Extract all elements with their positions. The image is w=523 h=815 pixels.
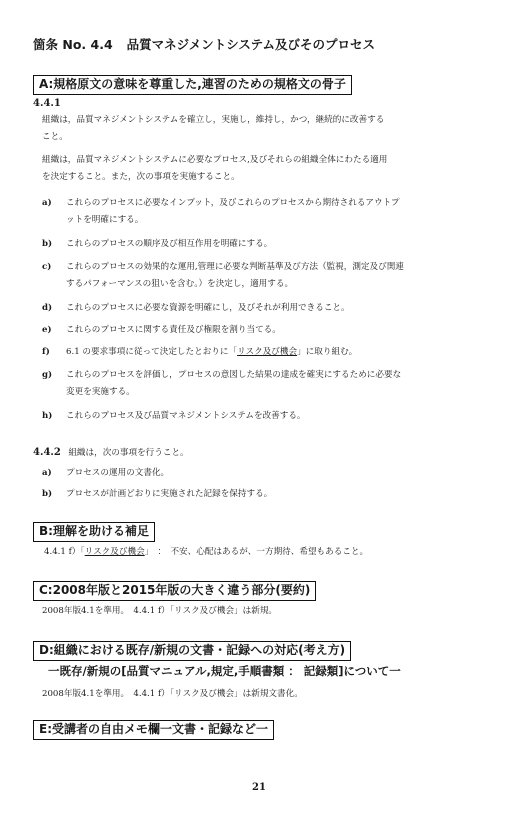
item-text: これらのプロセスに関する責任及び権限を割り当てる。 bbox=[66, 325, 281, 335]
item-label: d) bbox=[42, 303, 53, 313]
item-text-continued: ットを明確にする。 bbox=[66, 215, 144, 225]
item-text: プロセスの運用の文書化。 bbox=[66, 468, 170, 478]
paragraph-1-line-2: こと。 bbox=[42, 132, 68, 142]
section-a-heading: A:規格原文の意味を尊重した,連習のための規格文の骨子 bbox=[33, 75, 352, 95]
item-label: g) bbox=[42, 370, 53, 380]
risk-opportunity-term: リスク及び機会 bbox=[84, 547, 145, 557]
item-text-end: 」に取り組む。 bbox=[297, 347, 358, 357]
clause-4-4-2-text: 組織は，次の事項を行うこと。 bbox=[68, 448, 189, 458]
paragraph-2 bbox=[42, 152, 497, 186]
section-e-heading: E:受講者の自由メモ欄一文書・記録など一 bbox=[33, 720, 274, 740]
section-b-heading: B:理解を助ける補足 bbox=[33, 522, 155, 542]
item-label: h) bbox=[42, 411, 53, 421]
item-label: a) bbox=[42, 468, 52, 478]
item-label: b) bbox=[42, 239, 53, 249]
section-b-ref: 4.4.1 f）「 bbox=[44, 547, 85, 557]
item-text-continued: するパフォーマンスの狙いを含む。）を決定し，適用する。 bbox=[66, 279, 294, 289]
page-number: 21 bbox=[252, 782, 266, 793]
clause-number: 箇条 No. 4.4 bbox=[33, 37, 113, 52]
paragraph-2-line-1: 組織は，品質マネジメントシステムに必要なプロセス,及びそれらの組織全体にわたる適用 bbox=[42, 155, 388, 165]
item-text: プロセスが計画どおりに実施された記録を保持する。 bbox=[66, 489, 273, 499]
section-b-text bbox=[44, 545, 368, 557]
paragraph-1 bbox=[42, 112, 497, 146]
section-b-definition: 」 ： 不安、心配はあるが、一方期待、希望もあること。 bbox=[144, 547, 369, 557]
item-text: これらのプロセスの効果的な運用,管理に必要な判断基準及び方法（監視，測定及び関連 bbox=[66, 262, 404, 272]
item-text-continued: 変更を実施する。 bbox=[66, 387, 135, 397]
item-text: これらのプロセスに必要なインプット，及びこれらのプロセスから期待されるアウトプ bbox=[66, 198, 400, 208]
item-label: e) bbox=[42, 325, 52, 335]
risk-opportunity-term: リスク及び機会 bbox=[237, 347, 298, 357]
item-text: 6.1 の要求事項に従って決定したとおりに「 bbox=[66, 347, 238, 357]
item-text: これらのプロセス及び品質マネジメントシステムを改善する。 bbox=[66, 411, 306, 421]
section-d-subheading: 一既存/新規の[品質マニュアル,規定,手順書類 ： 記録類]について一 bbox=[48, 664, 401, 678]
clause-name: 品質マネジメントシステム及びそのプロセス bbox=[126, 37, 376, 52]
paragraph-2-line-2: を決定すること。また，次の事項を実施すること。 bbox=[42, 172, 240, 182]
clause-title bbox=[33, 35, 375, 53]
section-c-heading: C:2008年版と2015年版の大きく違う部分(要約) bbox=[33, 581, 316, 601]
item-label: b) bbox=[42, 489, 53, 499]
item-label: a) bbox=[42, 198, 52, 208]
section-d-heading: D:組織における既存/新規の文書・記録への対応(考え方) bbox=[33, 641, 351, 661]
clause-4-4-2-number: 4.4.2 bbox=[33, 447, 61, 458]
item-text: これらのプロセスに必要な資源を明確にし，及びそれが利用できること。 bbox=[66, 303, 350, 313]
clause-4-4-2 bbox=[33, 446, 189, 458]
paragraph-1-line-1: 組織は，品質マネジメントシステムを確立し，実施し，維持し，かつ，継続的に改善する bbox=[42, 115, 385, 125]
item-label: f) bbox=[42, 347, 50, 357]
clause-4-4-1: 4.4.1 bbox=[33, 98, 61, 109]
section-d-text: 2008年版4.1を準用。 4.4.1 f）「リスク及び機会」は新規文書化。 bbox=[42, 689, 303, 699]
item-label: c) bbox=[42, 262, 52, 272]
item-text: これらのプロセスを評価し，プロセスの意図した結果の達成を確実にするために必要な bbox=[66, 370, 402, 380]
item-text: これらのプロセスの順序及び相互作用を明確にする。 bbox=[66, 239, 273, 249]
section-c-text: 2008年版4.1を準用。 4.4.1 f）「リスク及び機会」は新規。 bbox=[42, 606, 278, 616]
